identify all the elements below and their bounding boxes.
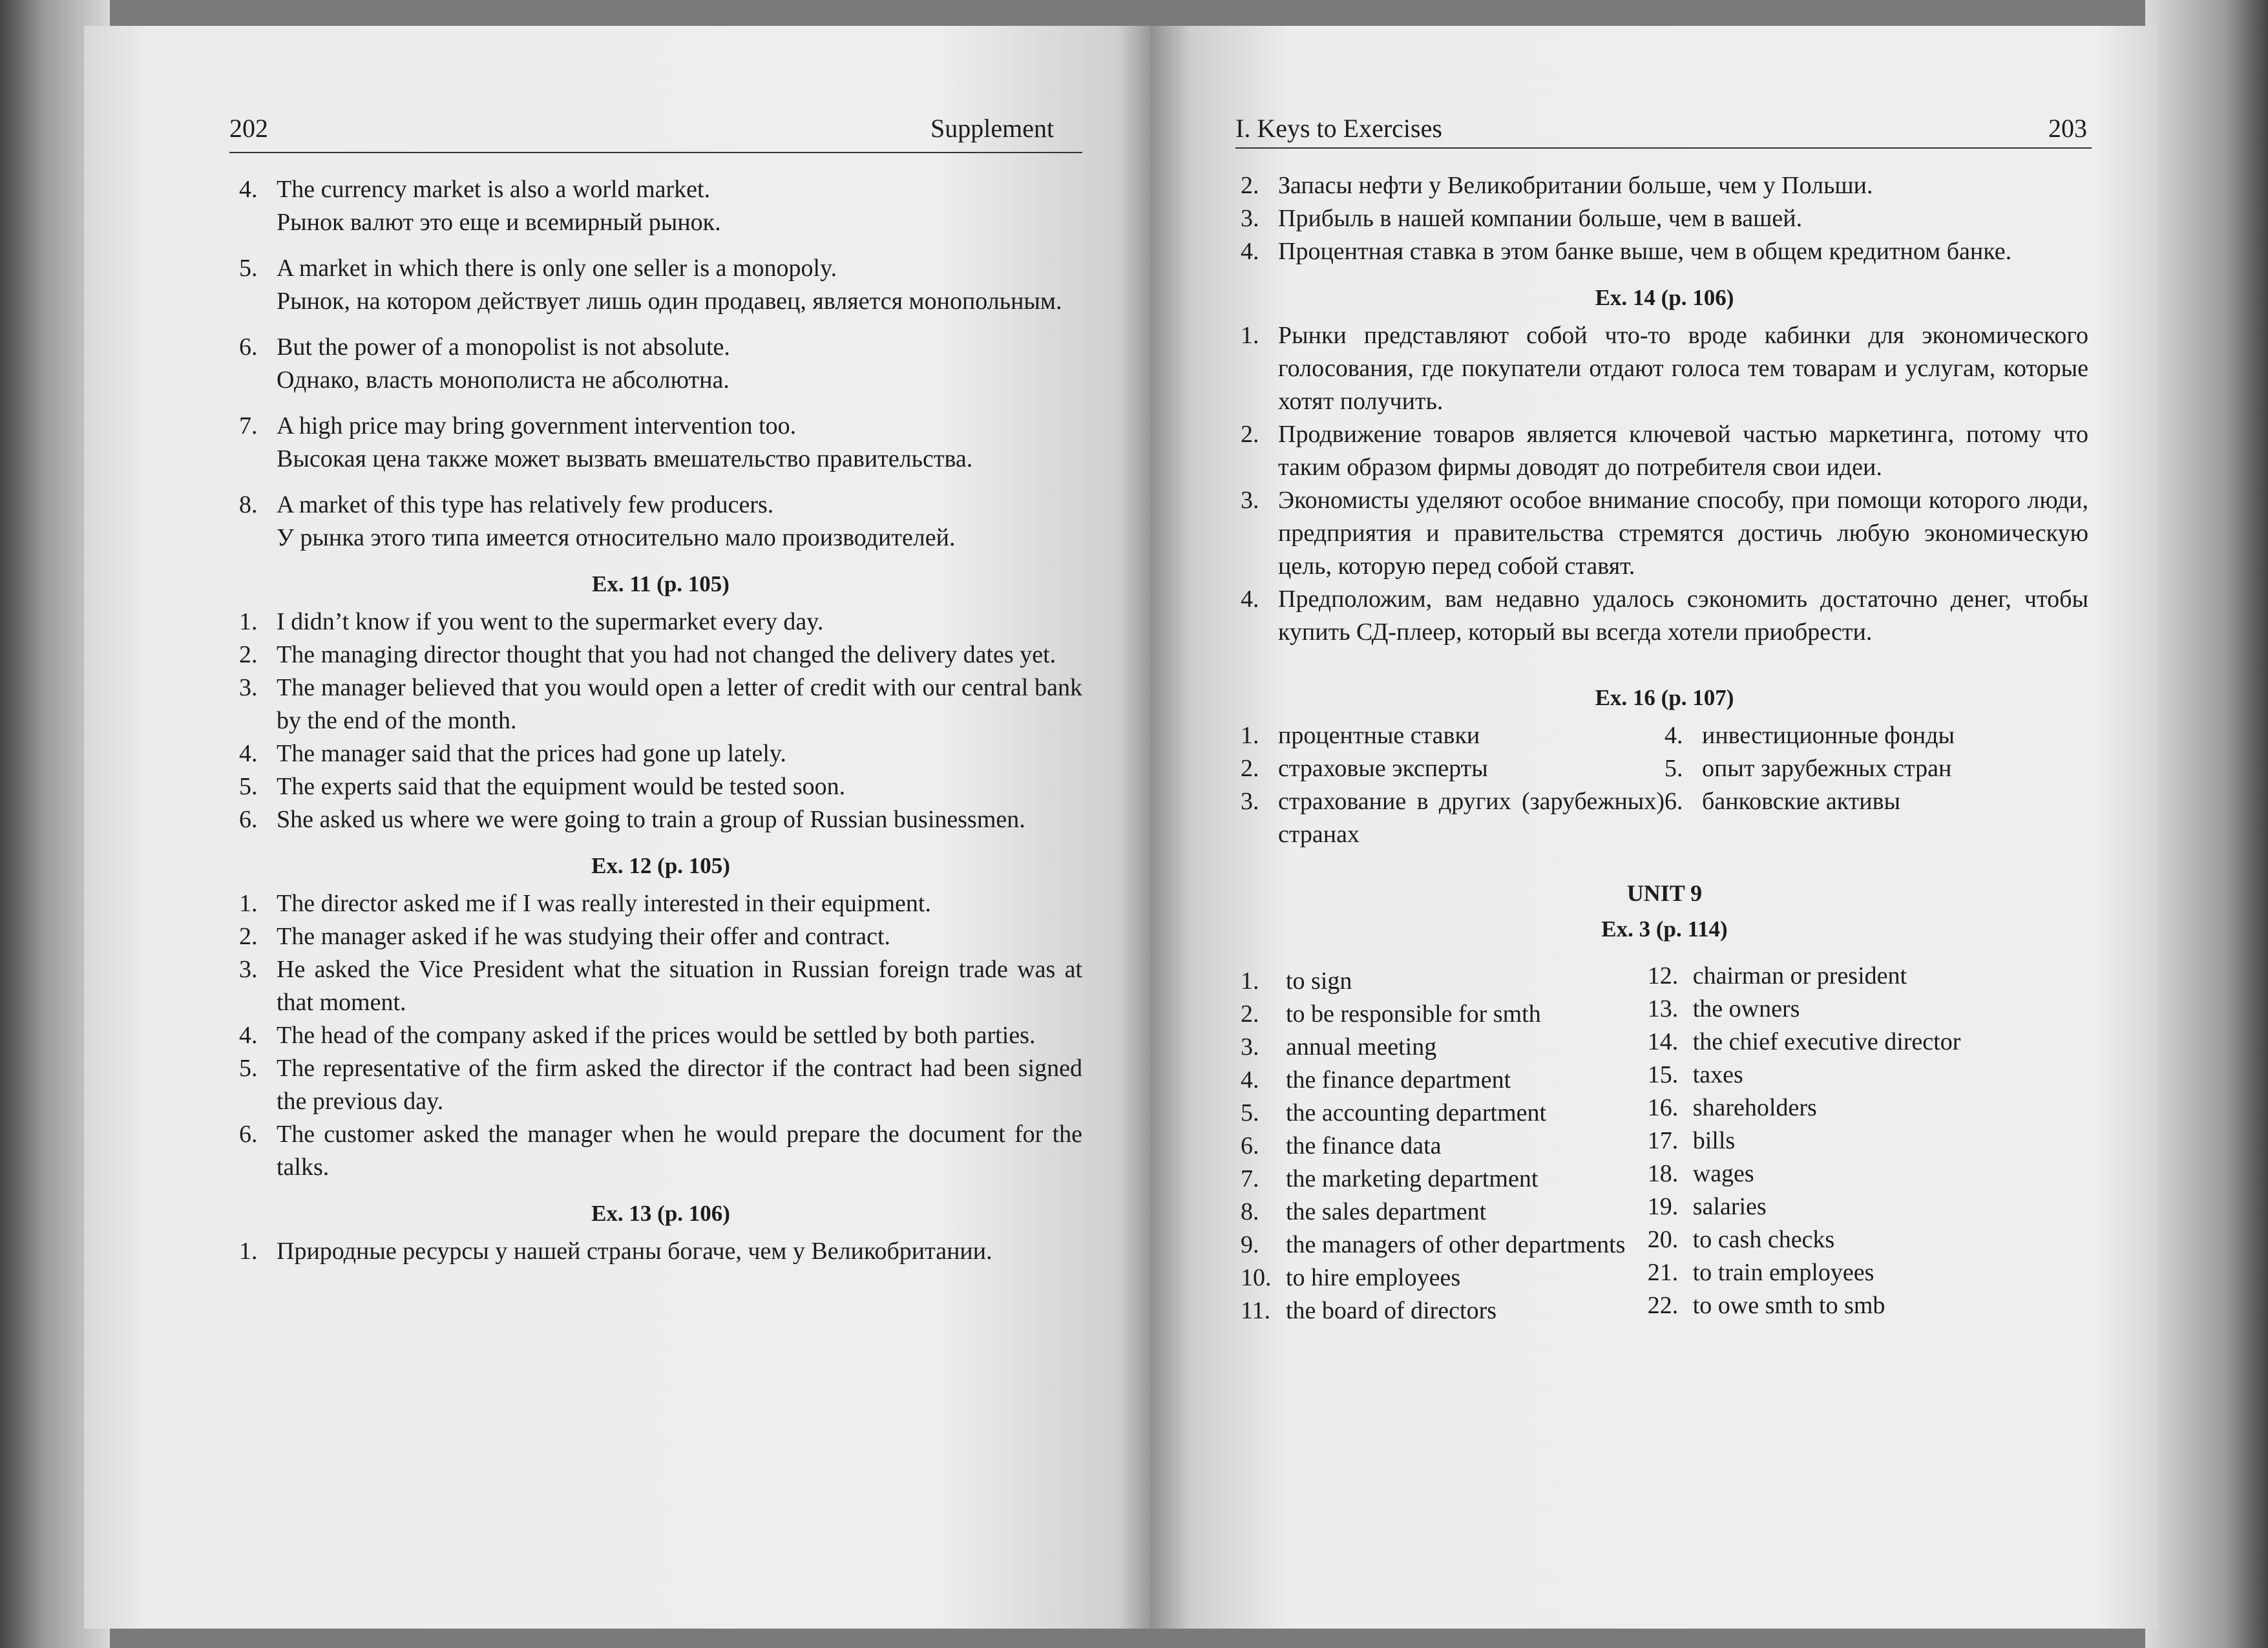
english-sentence: A market in which there is only one seller is a monopoly. [277,255,837,282]
list-item: 4. инвестиционные фонды [1664,722,1955,749]
russian-translation: У рынка этого типа имеется относительно мало производителей. [277,524,956,551]
exercise-title: Ex. 14 (p. 106) [1595,285,1734,310]
list-item: 10. to hire employees [1241,1264,1461,1291]
translation-item [239,252,1082,318]
list-item: 6. the finance data [1241,1132,1442,1159]
list-item: 14. the chief executive director [1647,1028,1961,1055]
exercise-title: Ex. 3 (p. 114) [1601,916,1728,942]
list-item: 2. Запасы нефти у Великобритании больше, чем у Польши. [1241,172,1873,199]
list-item: 8. the sales department [1241,1198,1487,1225]
exercise-list [1241,319,2088,649]
list-item: 3. Прибыль в нашей компании больше, чем в вашей. [1241,205,1803,232]
list-item: 3. annual meeting [1241,1033,1437,1061]
list-item: 21. to train employees [1647,1259,1874,1286]
list-item: 1. to sign [1241,967,1352,995]
list-item: 2. Продвижение товаров является ключевой частью маркетинга, потому что таким образом фирмы доводят до потребителя свои идеи. [1241,421,2088,481]
list-item: 1. Рынки представляют собой что-то вроде кабинки для экономического голосования, где покупатели отдают голоса тем товарам и услугам, которые хотят получить. [1241,322,2088,415]
exercise-list [239,887,1082,1184]
list-item: 1. Природные ресурсы у нашей страны богаче, чем у Великобритании. [239,1238,992,1265]
exercise-title: Ex. 11 (p. 105) [592,571,730,597]
list-item: 5. The representative of the firm asked the director if the contract had been signed the previous day. [239,1055,1082,1115]
exercise-list [239,1235,1082,1268]
english-sentence: A high price may bring government intervention too. [277,412,797,439]
list-item: 3. Экономисты уделяют особое внимание способу, при помощи которого люди, предприятия и правительства стремятся достичь любую экономическую цель, которую перед собой ставят. [1241,487,2088,580]
russian-translation: Высокая цена также может вызвать вмешательство правительства. [277,445,973,472]
item-number: 4. [239,176,258,203]
list-item: 15. taxes [1647,1061,1743,1088]
list-item: 16. shareholders [1647,1094,1817,1121]
list-item: 1. I didn’t know if you went to the supermarket every day. [239,608,824,635]
item-number: 5. [239,255,258,282]
translation-item [239,410,1082,476]
list-item: 1. The director asked me if I was really interested in their equipment. [239,890,931,917]
list-item: 3. страхование в других (зарубежных) странах [1241,788,1664,848]
exercise-list [1241,169,2088,268]
list-item: 3. The manager believed that you would open a letter of credit with our central bank by the end of the month. [239,674,1082,734]
list-item: 4. Процентная ставка в этом банке выше, чем в общем кредитном банке. [1241,238,2012,265]
exercise-list [239,606,1082,836]
left-page-number: 202 [229,114,268,143]
list-item: 6. банковские активы [1664,788,1901,815]
list-item: 13. the owners [1647,995,1800,1022]
list-item: 12. chairman or president [1647,962,1907,989]
english-sentence: The currency market is also a world market. [277,176,711,203]
left-running-head: Supplement [930,114,1055,143]
list-item: 1. процентные ставки [1241,722,1480,749]
russian-translation: Рынок, на котором действует лишь один продавец, является монопольным. [277,288,1062,315]
list-item: 20. to cash checks [1647,1226,1835,1253]
list-item: 2. to be responsible for smth [1241,1000,1541,1028]
book-edge-right [2145,0,2268,1648]
russian-translation: Однако, власть монополиста не абсолютна. [277,366,730,394]
list-item: 4. the finance department [1241,1066,1511,1093]
exercise-title: Ex. 13 (p. 106) [591,1201,730,1226]
translation-item [239,173,1082,239]
item-number: 8. [239,491,258,518]
list-item: 17. bills [1647,1127,1736,1154]
russian-translation: Рынок валют это еще и всемирный рынок. [277,209,721,236]
english-sentence: A market of this type has relatively few producers. [277,491,774,518]
list-item: 3. He asked the Vice President what the situation in Russian foreign trade was at that moment. [239,956,1082,1016]
two-column-list [1241,719,2088,851]
item-number: 6. [239,333,258,361]
left-header-rule [229,152,1082,153]
right-page-content [1241,169,2088,1327]
right-header-rule [1235,147,2092,149]
left-page-content [239,173,1082,1268]
list-item: 4. The manager said that the prices had gone up lately. [239,740,786,767]
list-item: 2. страховые эксперты [1241,755,1488,782]
unit-title: UNIT 9 [1626,880,1703,906]
list-item: 5. The experts said that the equipment would be tested soon. [239,773,846,800]
two-column-list [1241,962,2088,1327]
translation-list [239,173,1082,555]
list-item: 9. the managers of other departments [1241,1231,1626,1258]
exercise-title: Ex. 16 (p. 107) [1595,685,1734,710]
list-item: 2. The manager asked if he was studying their offer and contract. [239,923,890,950]
list-item: 11. the board of directors [1241,1297,1497,1324]
list-item: 4. The head of the company asked if the prices would be settled by both parties. [239,1022,1036,1049]
exercise-title: Ex. 12 (p. 105) [591,853,730,878]
right-running-head: I. Keys to Exercises [1235,114,1442,143]
translation-item [239,489,1082,555]
list-item: 4. Предположим, вам недавно удалось сэкономить достаточно денег, чтобы купить СД-плеер, который вы всегда хотели приобрести. [1241,586,2088,646]
list-item: 2. The managing director thought that you had not changed the delivery dates yet. [239,641,1056,668]
english-sentence: But the power of a monopolist is not absolute. [277,333,730,361]
list-item: 22. to owe smth to smb [1647,1292,1885,1319]
translation-item [239,331,1082,397]
list-item: 19. salaries [1647,1193,1767,1220]
list-item: 6. She asked us where we were going to train a group of Russian businessmen. [239,806,1025,833]
list-item: 5. опыт зарубежных стран [1664,755,1952,782]
list-item: 7. the marketing department [1241,1165,1538,1192]
list-item: 18. wages [1647,1160,1754,1187]
item-number: 7. [239,412,258,439]
list-item: 6. The customer asked the manager when he would prepare the document for the talks. [239,1121,1082,1181]
list-item: 5. the accounting department [1241,1099,1547,1126]
right-page-number: 203 [2048,114,2087,143]
